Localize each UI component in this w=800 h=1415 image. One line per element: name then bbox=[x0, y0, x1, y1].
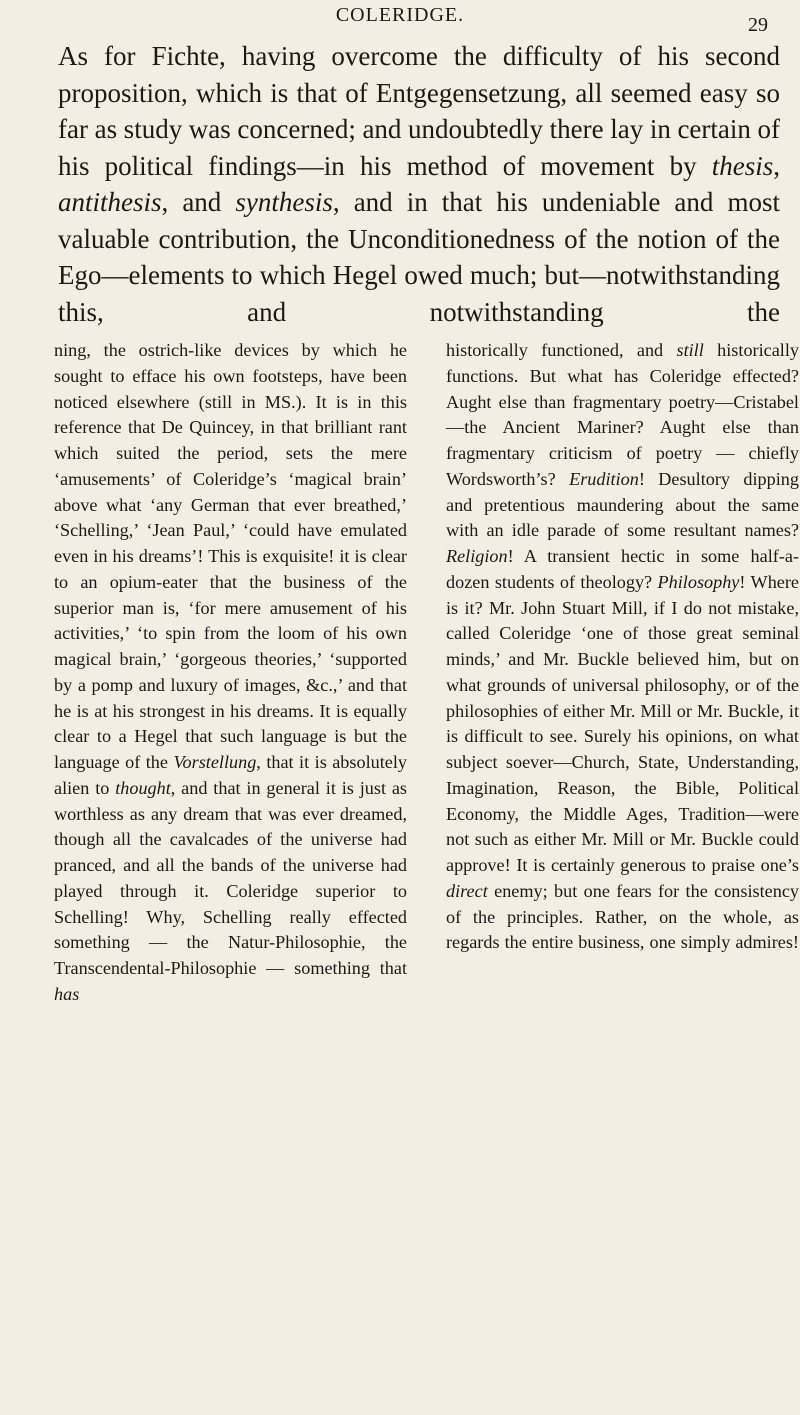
term-direct: direct bbox=[446, 880, 488, 901]
lead-text: As for Fichte, having overcome the difficulty of his second proposition, which is that of Entgegensetzung, all seemed easy so far as study was concerned; and undoubtedly there lay in certain of his political findings—in his method of movement by bbox=[58, 41, 780, 181]
footnote-text: , and that in general it is just as worthless as any dream that was ever dreamed, though all the cavalcades of the universe had pranced, and all the bands of the universe had played through it. Coleridge superior to Schelling! Why, Schelling really effected something — the Natur-Philosophie, the Transcendental-Philosophie — something that bbox=[54, 777, 407, 978]
footnote-text: ! A transient hectic in some half-a-dozen students of theology? bbox=[446, 546, 799, 592]
term-vorstellung: Vorstellung bbox=[173, 752, 257, 772]
lead-text: , and in that his undeniable and most valuable contribution, the Unconditionedness of the notion of the Ego—elements to which Hegel owed much; but—notwithstanding this, and notwithstanding the bbox=[58, 187, 780, 327]
term-still: still bbox=[676, 340, 704, 360]
lead-paragraph bbox=[58, 38, 780, 330]
footnote-text: enemy; but one fears for the consistency of the principles. Rather, on the whole, as regards the entire business, one simply admires! bbox=[446, 880, 799, 953]
term-religion: Religion bbox=[446, 546, 508, 566]
footnote-text: ! Where is it? Mr. John Stuart Mill, if I do not mistake, called Coleridge ‘one of those great seminal minds,’ and Mr. Buckle believed him, but on what grounds of universal philosophy, or of the philosophies of either Mr. Mill or Mr. Buckle, it is difficult to see. Surely his opinions, on what subject soever—Church, State, Understanding, Imagination, Reason, the Bible, Political Economy, the Middle Ages, Tradition—were not such as either Mr. Mill or Mr. Buckle could approve! It is certainly generous to praise one’s bbox=[446, 571, 799, 875]
term-synthesis: synthesis bbox=[235, 187, 333, 217]
footnote-column-left bbox=[54, 338, 407, 1008]
running-title: COLERIDGE. bbox=[335, 4, 465, 26]
term-erudition: Erudition bbox=[569, 468, 639, 489]
running-head bbox=[0, 0, 800, 36]
footnote-text: ning, the ostrich-like devices by which he sought to efface his own footsteps, have been noticed elsewhere (still in MS.). It is in this reference that De Quincey, in that brilliant rant which suited the period, sets the mere ‘amusements’ of Coleridge’s ‘magical brain’ above what ‘any German that ever breathed,’ ‘Schelling,’ ‘Jean Paul,’ ‘could have emulated even in his dreams’! This is exquisite! it is clear to an opium-eater that the business of the superior man is, ‘for mere amusement of his activities,’ ‘to spin from the loom of his own magical brain,’ ‘gorgeous theories,’ ‘supported by a pomp and luxury of images, &c.,’ and that he is at his strongest in his dreams. It is equally clear to a Hegel that such language is but the language of the bbox=[54, 340, 407, 772]
term-thesis: thesis bbox=[711, 150, 774, 181]
term-philosophy: Philosophy bbox=[657, 571, 740, 592]
footnote-text: ! Desultory dipping and pretentious maundering about the same with an idle parade of some resultant names? bbox=[446, 468, 799, 541]
footnote-text: historically functioned, and bbox=[446, 340, 677, 360]
footnote-text: historically functions. But what has Coleridge effected? Aught else than fragmentary poetry—Cristabel—the Ancient Mariner? Aught else than fragmentary criticism of poetry — chiefly Wordsworth’s? bbox=[446, 340, 799, 489]
page-number: 29 bbox=[748, 14, 768, 36]
lead-separator: , bbox=[773, 150, 780, 181]
lead-separator: , and bbox=[161, 187, 236, 217]
footnote-text: , that it is absolutely alien to bbox=[54, 752, 407, 798]
footnote-column-right bbox=[446, 338, 799, 956]
term-thought: thought bbox=[115, 777, 171, 798]
term-antithesis: antithesis bbox=[58, 187, 162, 217]
term-has: has bbox=[54, 983, 80, 1004]
